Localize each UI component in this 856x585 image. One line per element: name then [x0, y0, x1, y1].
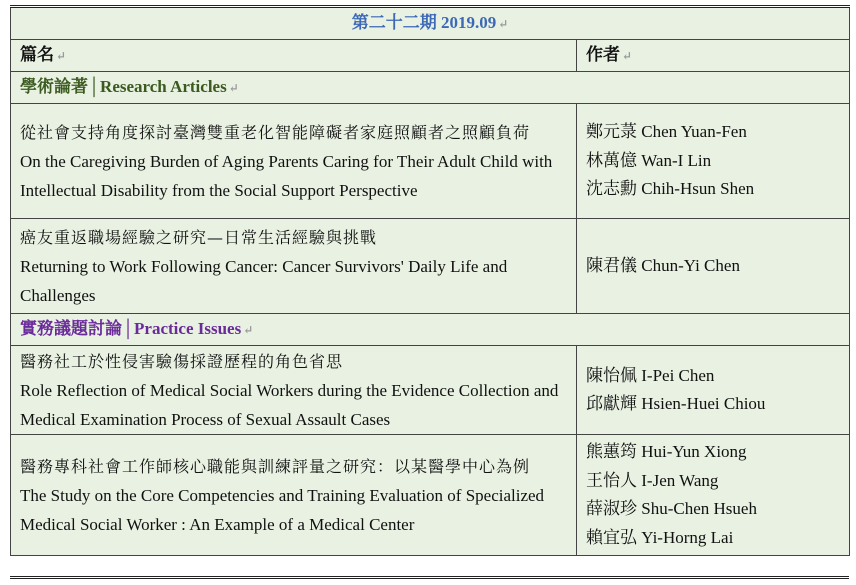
article-author-cell: [577, 219, 850, 314]
article-title-zh: 醫務專科社會工作師核心職能與訓練評量之研究：以某醫學中心為例: [20, 456, 531, 476]
article-title-en: On the Caregiving Burden of Aging Parents Caring for Their Adult Child with Intellectual Disability from the Social Support Perspective: [20, 151, 553, 200]
article-author-cell: [577, 435, 850, 556]
section-title-cell: [11, 72, 850, 104]
table-of-contents: [10, 5, 850, 556]
article-row: [11, 104, 850, 219]
article-title-zh: 從社會支持角度探討臺灣雙重老化智能障礙者家庭照顧者之照顧負荷: [20, 122, 531, 142]
author: 薛淑珍 Shu-Chen Hsueh: [586, 499, 757, 518]
author-list: [586, 438, 840, 552]
author-list: [586, 252, 840, 281]
bottom-rule: [10, 576, 849, 579]
author: 邱獻輝 Hsien-Huei Chiou: [586, 394, 766, 413]
issue-row: [11, 7, 850, 40]
author: 賴宜弘 Yi-Horng Lai: [586, 527, 734, 547]
header-author-cell: [577, 40, 850, 72]
author: 陳怡佩 I-Pei Chen: [586, 365, 715, 385]
article-title-cell: [11, 104, 577, 219]
paragraph-mark: ↵: [243, 323, 254, 337]
article-row: [11, 435, 850, 556]
article-row: [11, 219, 850, 314]
author: 熊蕙筠 Hui-Yun Xiong: [586, 442, 747, 461]
issue-label: 第二十二期 2019.09: [351, 13, 497, 32]
author: 鄭元菉 Chen Yuan-Fen: [586, 122, 747, 142]
author: 陳君儀 Chun-Yi Chen: [586, 255, 740, 275]
article-author-cell: [577, 104, 850, 219]
author: 沈志勳 Chih-Hsun Shen: [586, 179, 755, 199]
header-title-label: 篇名: [20, 45, 54, 64]
paragraph-mark: ↵: [56, 49, 67, 63]
section-title-cell: [11, 314, 850, 346]
header-row: [11, 40, 850, 72]
author: 王怡人 I-Jen Wang: [586, 470, 719, 490]
article-title-zh: 癌友重返職場經驗之研究—日常生活經驗與挑戰: [20, 227, 378, 247]
section-row: [11, 314, 850, 346]
header-author-label: 作者: [586, 45, 620, 64]
author-list: [586, 362, 840, 419]
article-row: [11, 346, 850, 435]
author-list: [586, 118, 840, 204]
section-row: [11, 72, 850, 104]
article-author-cell: [577, 346, 850, 435]
article-title-zh: 醫務社工於性侵害驗傷採證歷程的角色省思: [20, 351, 344, 371]
section-title: 學術論著│Research Articles: [20, 77, 227, 96]
article-title-cell: [11, 346, 577, 435]
paragraph-mark: ↵: [228, 81, 239, 95]
article-title-en: Role Reflection of Medical Social Workers during the Evidence Collection and Medical Examination Process of Sexual Assault Cases: [20, 380, 559, 429]
article-title-en: The Study on the Core Competencies and Training Evaluation of Specialized Medical Social Worker : An Example of a Medical Center: [20, 485, 545, 534]
article-title-en: Returning to Work Following Cancer: Cancer Survivors' Daily Life and Challenges: [20, 256, 508, 305]
paragraph-mark: ↵: [622, 49, 633, 63]
issue-cell: [11, 7, 850, 40]
header-title-cell: [11, 40, 577, 72]
article-title-cell: [11, 219, 577, 314]
section-title: 實務議題討論│Practice Issues: [20, 319, 242, 338]
article-title-cell: [11, 435, 577, 556]
author: 林萬億 Wan-I Lin: [586, 150, 712, 170]
paragraph-mark: ↵: [498, 17, 509, 31]
